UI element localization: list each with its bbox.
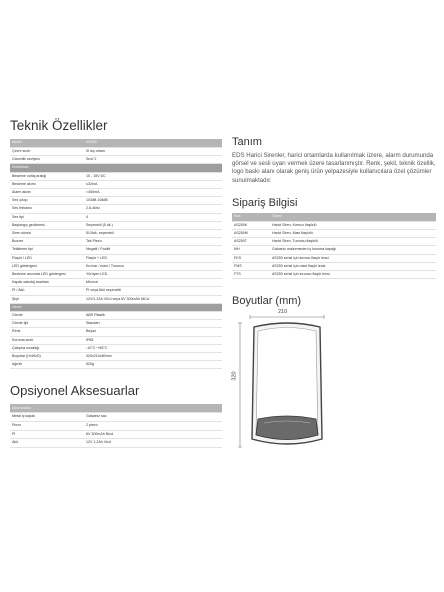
description-text: EDS Harici Sirenler, harici ortamlarda kullanılmak üzere, alarm durumunda görsel ve sesli uyarı vermek üzere tasarlanmıştır. Renk, şekil, teknik özellik, logo baskı alanı olarak geniş ürün yelpazesiyle kullanıcılara özel çözümler sunulmaktadır. [232, 152, 436, 184]
section-label: Elektriksel [10, 164, 222, 172]
row-value [84, 404, 222, 413]
row-label: Gövde [10, 312, 84, 320]
table-row [10, 328, 222, 336]
row-label: Çalışma sıcaklığı [10, 344, 84, 352]
row-value: 520g [84, 361, 222, 369]
table-row [232, 246, 436, 254]
row-label: Model [10, 139, 84, 148]
row-value: 12V/1.2Ah ViCd veya 6V 300mAh NiCd [84, 295, 222, 303]
table-row [10, 230, 222, 238]
row-value: Flaşör + LED [84, 254, 222, 262]
table-header-row [10, 139, 222, 148]
row-value: Yürüyen LED [84, 271, 222, 279]
row-value: 10 - 15V DC [84, 172, 222, 180]
table-row [10, 320, 222, 328]
row-value: 320x210x80mm [84, 353, 222, 361]
row-value: Sınıf 2 [84, 156, 222, 164]
row-label: Flaşör / LED [10, 254, 84, 262]
table-row [10, 336, 222, 344]
row-label: Ses frekansı [10, 205, 84, 213]
technical-specs-title: Teknik Özellikler [10, 118, 108, 133]
row-label: Renk [10, 328, 84, 336]
row-value: Standart [84, 320, 222, 328]
order-info-table [232, 213, 436, 279]
row-label: LED göstergesi [10, 262, 84, 270]
table-row [232, 262, 436, 270]
description-title: Tanım [232, 136, 262, 148]
table-row [232, 238, 436, 246]
table-row [10, 295, 222, 303]
table-row [10, 172, 222, 180]
table-row [10, 254, 222, 262]
table-row [232, 271, 436, 279]
table-row [10, 221, 222, 229]
row-label: Gövde tipi [10, 320, 84, 328]
table-row [10, 312, 222, 320]
row-value: -10°C~+55°C [84, 344, 222, 352]
row-value: III dış ortam [84, 148, 222, 156]
row-value: 4 [84, 213, 222, 221]
row-label: Ağırlık [10, 361, 84, 369]
row-label: Akü [10, 439, 84, 448]
row-label: AS250T [232, 238, 270, 246]
row-label: Besleme akımı [10, 180, 84, 188]
row-value: Seçenekli (5 dk.) [84, 221, 222, 229]
row-label: AS250K [232, 221, 270, 229]
row-label: Piezo [10, 422, 84, 431]
table-row [10, 430, 222, 439]
section-general [10, 303, 222, 311]
row-label: PI / Akü [10, 287, 84, 295]
row-value: Kırmızı / mavi / Turuncu [84, 262, 222, 270]
table-row [10, 361, 222, 369]
row-label: Besleme arızında LED göstergesi [10, 271, 84, 279]
row-label: Buzzer [10, 238, 84, 246]
section-electrical [10, 164, 222, 172]
row-value: IP65 [84, 336, 222, 344]
table-row [10, 213, 222, 221]
row-value: 12V 1.2Ah Vicd [84, 439, 222, 448]
row-label: AS250M [232, 230, 270, 238]
row-label: MH [232, 246, 270, 254]
table-row [232, 221, 436, 229]
row-label: Ses tipi [10, 213, 84, 221]
row-label: Kod [232, 213, 270, 222]
table-row [10, 271, 222, 279]
row-value: Harici Siren, Turuncu flaşörlü [270, 238, 436, 246]
section-label: Genel [10, 303, 222, 311]
table-row [10, 238, 222, 246]
table-row [10, 439, 222, 448]
row-value: PI veya Akü seçenekli [84, 287, 222, 295]
table-row [10, 205, 222, 213]
order-info-title: Sipariş Bilgisi [232, 196, 298, 209]
row-value: AS250 [84, 139, 222, 148]
row-value: Galvaniz malzemeden iç koruma kapağı [270, 246, 436, 254]
row-label: PI [10, 430, 84, 439]
row-label: Besleme voltaj aralığı [10, 172, 84, 180]
table-row [10, 246, 222, 254]
row-label: Tetikleme tipi [10, 246, 84, 254]
table-row [10, 180, 222, 188]
row-value: AS250 serisi için turuncu flaşör lensi [270, 271, 436, 279]
table-row [10, 189, 222, 197]
table-row [10, 156, 222, 164]
row-value: Harici Siren, Kırmızı flaşörlü [270, 221, 436, 229]
row-value: ≤32mA [84, 180, 222, 188]
table-row [10, 197, 222, 205]
row-value: 103dB 108dB [84, 197, 222, 205]
row-value: Tanım [270, 213, 436, 222]
row-label: Güvenlik seviyesi [10, 156, 84, 164]
row-label: Koruma sınıfı [10, 336, 84, 344]
description-column [232, 136, 436, 449]
table-header-row [232, 213, 436, 222]
row-value: Mevcut [84, 279, 222, 287]
technical-specs-table [10, 139, 222, 369]
table-row [10, 422, 222, 431]
technical-specs-column [10, 118, 222, 448]
row-value: AS250 serisi için kırmızı flaşör lensi [270, 254, 436, 262]
table-row [10, 344, 222, 352]
row-label: FTS [232, 271, 270, 279]
table-row [10, 353, 222, 361]
row-value: <450mA [84, 189, 222, 197]
row-label: FMS [232, 262, 270, 270]
row-label: Ses çıkışı [10, 197, 84, 205]
row-label: Kapak sabotaj anahtarı [10, 279, 84, 287]
row-label: FKS [232, 254, 270, 262]
row-value: 5/15dk. seçenekli [84, 230, 222, 238]
table-row [10, 148, 222, 156]
table-row [10, 287, 222, 295]
row-value: 2 piezo [84, 422, 222, 431]
table-header-row [10, 404, 222, 413]
row-label: Boyutlar (HxWxD) [10, 353, 84, 361]
table-row [10, 279, 222, 287]
row-value: Harici Siren, Mavi flaşörlü [270, 230, 436, 238]
table-row [10, 262, 222, 270]
table-row [232, 230, 436, 238]
dimension-height-label: 320 [231, 371, 238, 381]
table-row [10, 413, 222, 422]
row-value: Beyaz [84, 328, 222, 336]
row-value: ABS Plastik [84, 312, 222, 320]
row-value: 6V 300mAh Nicd [84, 430, 222, 439]
row-value: Tek Piezo [84, 238, 222, 246]
row-label: Şişli [10, 295, 84, 303]
row-value: AS250 serisi için mavi flaşör lensi [270, 262, 436, 270]
dimensions-title: Boyutlar (mm) [232, 295, 302, 308]
row-label: Başlangıç gecikmesi [10, 221, 84, 229]
row-value: 2.8-4khz [84, 205, 222, 213]
dimension-width-label: 210 [278, 309, 288, 316]
row-label: Metal iç kapak [10, 413, 84, 422]
dimensions-drawing [232, 309, 436, 449]
row-label: Siren süresi [10, 230, 84, 238]
table-row [232, 254, 436, 262]
row-value: Negatif / Pozitif [84, 246, 222, 254]
row-value: Galvaniz sac [84, 413, 222, 422]
row-label: Çevre sınıfı [10, 148, 84, 156]
row-label: Aksesuarlar [10, 404, 84, 413]
siren-drawing-icon [232, 315, 342, 450]
row-label: Alarm akımı [10, 189, 84, 197]
optional-accessories-title: Opsiyonel Aksesuarlar [10, 383, 140, 399]
optional-accessories-table [10, 404, 222, 447]
